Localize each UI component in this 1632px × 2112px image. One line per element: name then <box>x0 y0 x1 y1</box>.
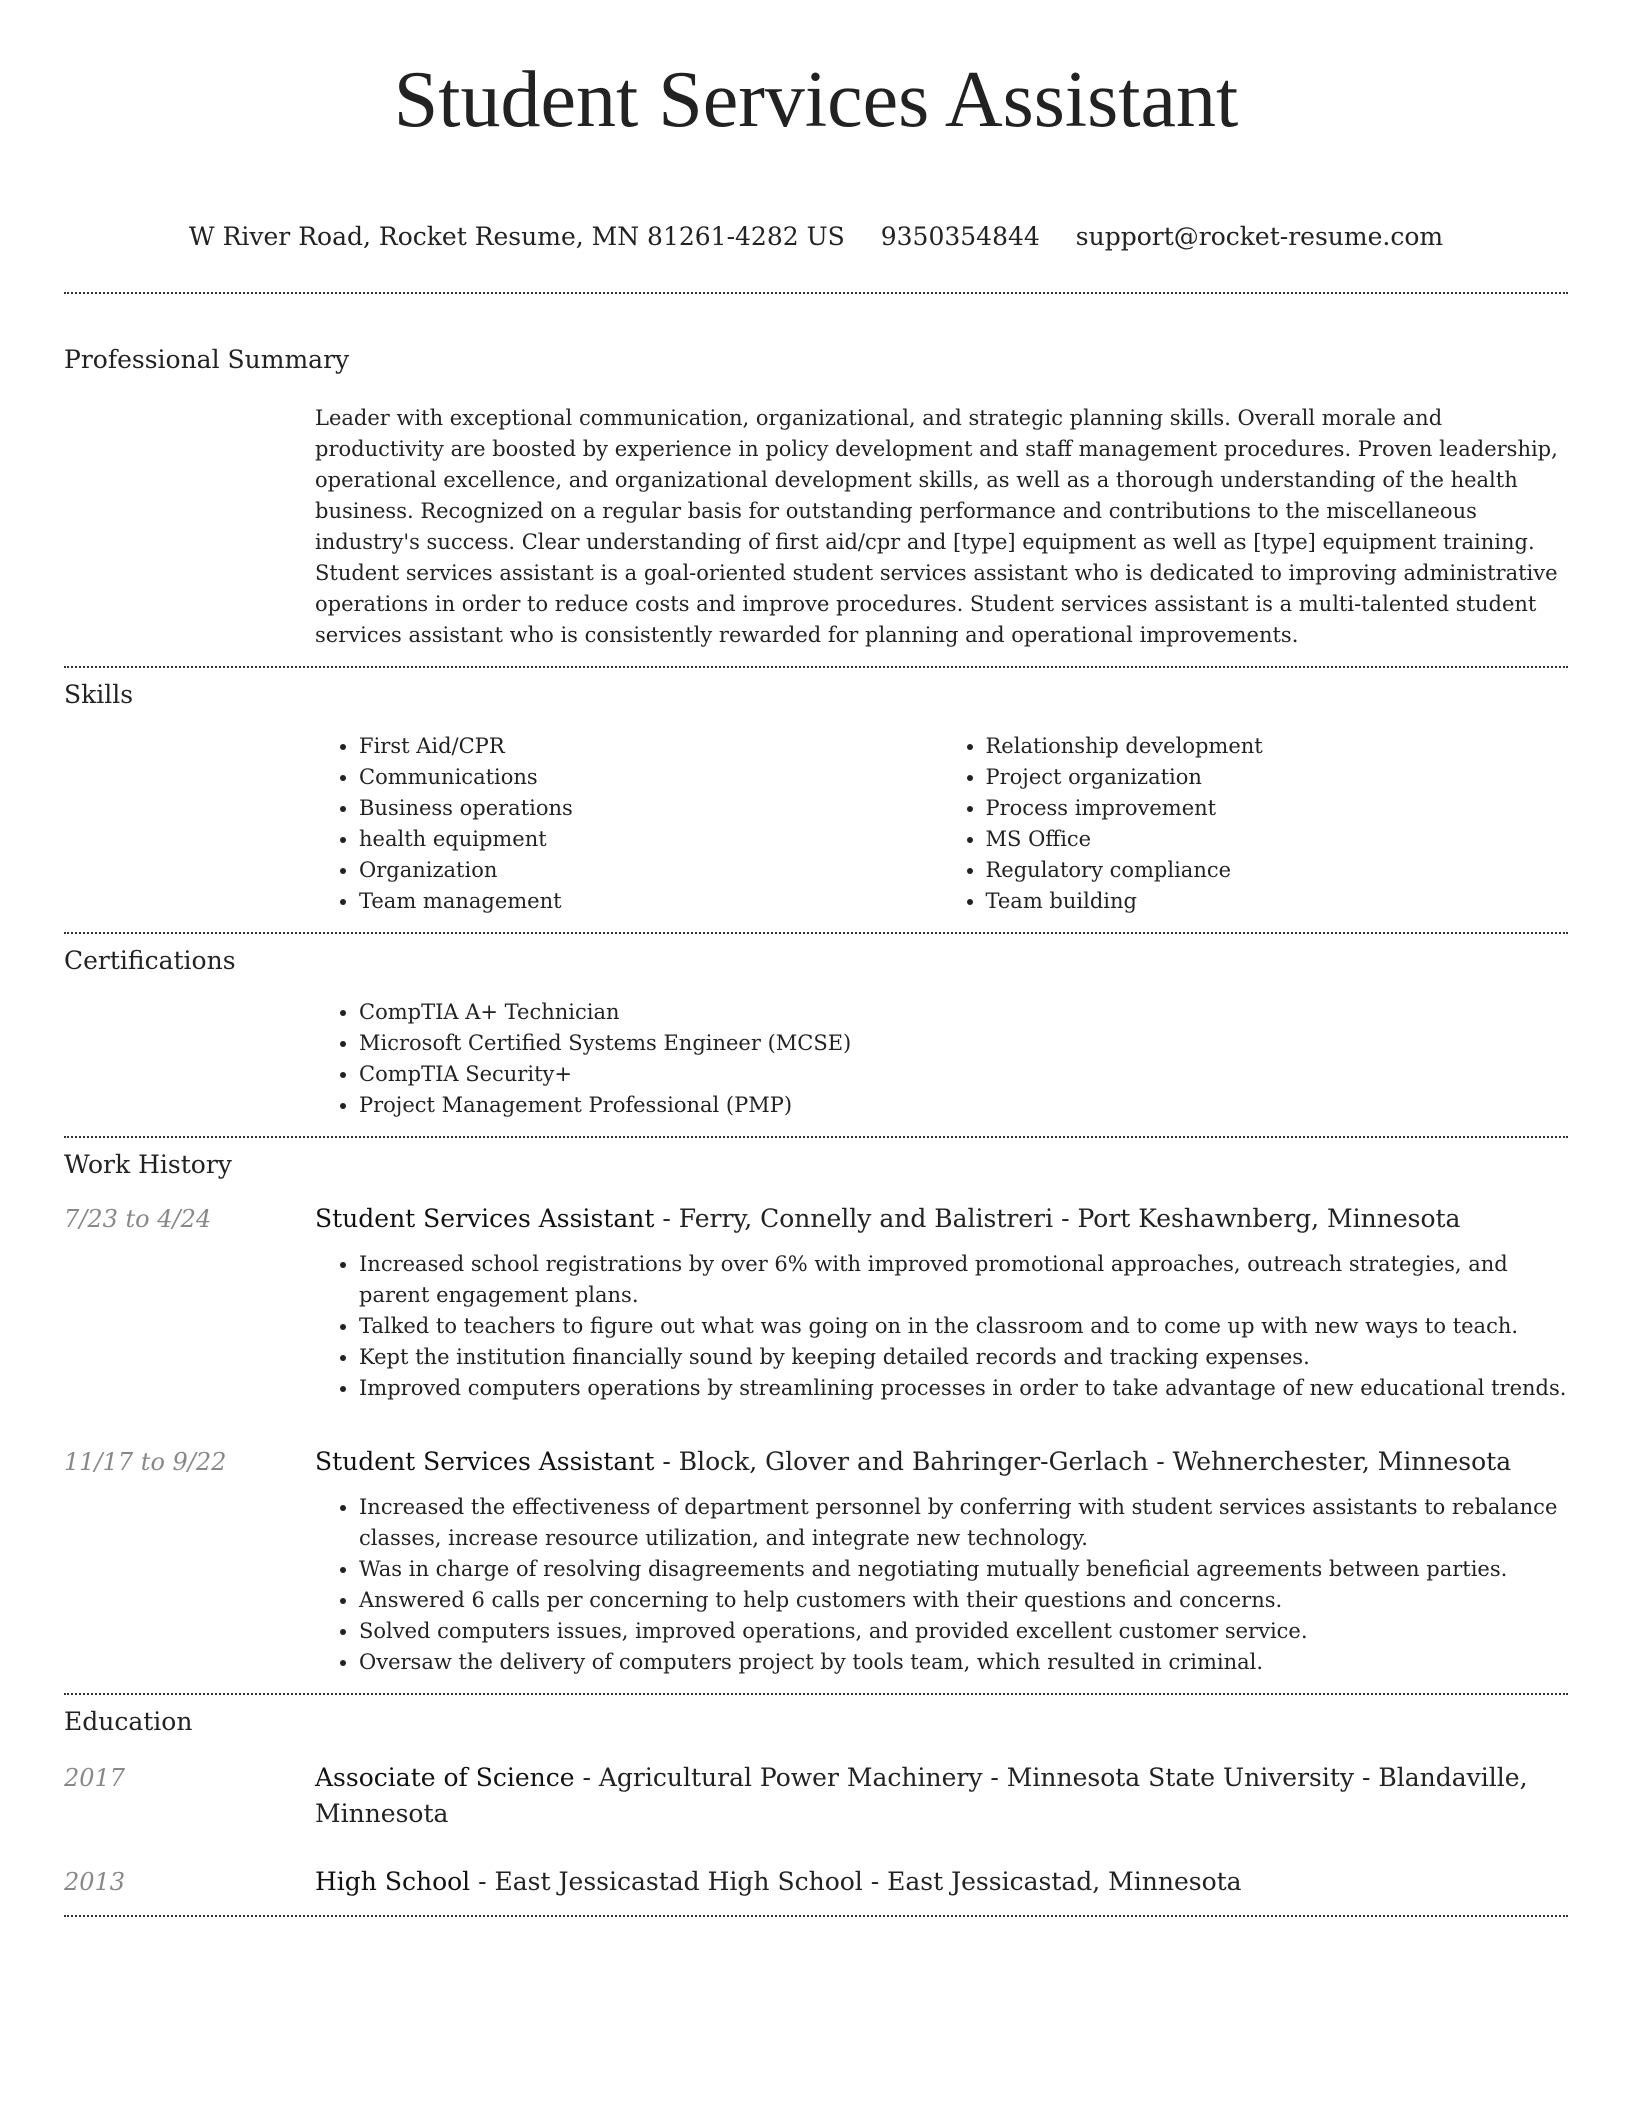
job-employer: - Block, Glover and Bahringer-Gerlach - Wehnerchester, Minnesota <box>654 1447 1512 1476</box>
skill-item: • Regulatory compliance <box>986 855 1569 886</box>
skill-item: • Team building <box>986 886 1569 917</box>
education-year: 2013 <box>64 1868 126 1896</box>
job-role: Student Services Assistant <box>315 1447 655 1476</box>
candidate-name: Student Services Assistant <box>393 56 1239 144</box>
contact-line <box>64 222 1568 252</box>
skill-item: • Process improvement <box>986 793 1569 824</box>
contact-email: support@rocket-resume.com <box>1075 222 1444 251</box>
skill-item: • Organization <box>359 855 942 886</box>
skill-item: • Relationship development <box>986 731 1569 762</box>
job-heading <box>315 1201 1568 1237</box>
job-entry <box>64 1444 1568 1678</box>
job-role: Student Services Assistant <box>315 1204 655 1233</box>
education-section <box>64 1706 1568 1900</box>
job-employer: - Ferry, Connelly and Balistreri - Port Keshawnberg, Minnesota <box>654 1204 1461 1233</box>
job-dates: 11/17 to 9/22 <box>64 1448 227 1476</box>
section-title-summary: Professional Summary <box>64 345 350 374</box>
skill-item: • Project organization <box>986 762 1569 793</box>
education-heading <box>315 1864 1568 1900</box>
education-entry <box>64 1760 1568 1832</box>
divider <box>64 1915 1568 1917</box>
summary-section <box>64 344 1568 651</box>
contact-address: W River Road, Rocket Resume, MN 81261-4282 US <box>188 222 845 251</box>
section-title-education: Education <box>64 1707 193 1736</box>
job-details <box>315 1444 1568 1678</box>
skills-column-left <box>315 731 942 917</box>
job-bullet: • Increased school registrations by over 6% with improved promotional approaches, outreach strategies, and parent engagement plans. <box>359 1249 1568 1311</box>
job-bullet: • Solved computers issues, improved operations, and provided excellent customer service. <box>359 1616 1568 1647</box>
job-bullet: • Was in charge of resolving disagreements and negotiating mutually beneficial agreements between parties. <box>359 1554 1568 1585</box>
job-bullet: • Talked to teachers to figure out what was going on in the classroom and to come up with new ways to teach. <box>359 1311 1568 1342</box>
education-entry <box>64 1864 1568 1900</box>
skill-item: • Communications <box>359 762 942 793</box>
education-school: - Agricultural Power Machinery - Minnesota State University - Blandaville, Minnesota <box>315 1763 1528 1828</box>
job-bullet: • Answered 6 calls per concerning to help customers with their questions and concerns. <box>359 1585 1568 1616</box>
education-year: 2017 <box>64 1764 126 1792</box>
job-bullet: • Oversaw the delivery of computers project by tools team, which resulted in criminal. <box>359 1647 1568 1678</box>
job-bullet: • Increased the effectiveness of department personnel by conferring with student services assistants to rebalance classes, increase resource utilization, and integrate new technology. <box>359 1492 1568 1554</box>
skill-item: • Team management <box>359 886 942 917</box>
skills-list <box>315 731 1568 917</box>
certification-item: • CompTIA A+ Technician <box>359 997 1568 1028</box>
job-details <box>315 1201 1568 1404</box>
job-entry <box>64 1201 1568 1404</box>
skill-item: • MS Office <box>986 824 1569 855</box>
certifications-list <box>315 997 1568 1121</box>
education-degree: Associate of Science <box>315 1763 575 1792</box>
certification-item: • Microsoft Certified Systems Engineer (MCSE) <box>359 1028 1568 1059</box>
job-bullet: • Kept the institution financially sound by keeping detailed records and tracking expenses. <box>359 1342 1568 1373</box>
job-bullets <box>315 1492 1568 1678</box>
contact-phone: 9350354844 <box>880 222 1040 251</box>
divider <box>64 1693 1568 1695</box>
education-heading <box>315 1760 1568 1832</box>
education-degree: High School <box>315 1867 471 1896</box>
divider <box>64 292 1568 294</box>
section-title-skills: Skills <box>64 680 134 709</box>
certifications-ul <box>315 997 1568 1121</box>
job-dates: 7/23 to 4/24 <box>64 1205 212 1233</box>
skills-section <box>64 679 1568 917</box>
skill-item: • Business operations <box>359 793 942 824</box>
job-heading <box>315 1444 1568 1480</box>
summary-text: Leader with exceptional communication, organizational, and strategic planning skills. Overall morale and productivity are boosted by experience in policy development and staff management procedures. Proven leadership, operational excellence, and organizational development skills, as well as a thorough understanding of the health business. Recognized on a regular basis for outstanding performance and contributions to the miscellaneous industry's success. Clear understanding of first aid/cpr and [type] equipment as well as [type] equipment training. Student services assistant is a goal-oriented student services assistant who is dedicated to improving administrative operations in order to reduce costs and improve procedures. Student services assistant is a multi-talented student services assistant who is consistently rewarded for planning and operational improvements. <box>315 406 1558 647</box>
divider <box>64 1136 1568 1138</box>
divider <box>64 932 1568 934</box>
job-bullet: • Improved computers operations by streamlining processes in order to take advantage of new educational trends. <box>359 1373 1568 1404</box>
section-title-work: Work History <box>64 1150 232 1179</box>
skills-column-right <box>942 731 1569 917</box>
work-history-section <box>64 1149 1568 1678</box>
certification-item: • CompTIA Security+ <box>359 1059 1568 1090</box>
skill-item: • First Aid/CPR <box>359 731 942 762</box>
section-title-certifications: Certifications <box>64 946 236 975</box>
skill-item: • health equipment <box>359 824 942 855</box>
divider <box>64 666 1568 668</box>
certification-item: • Project Management Professional (PMP) <box>359 1090 1568 1121</box>
job-bullets <box>315 1249 1568 1404</box>
education-school: - East Jessicastad High School - East Jessicastad, Minnesota <box>470 1867 1242 1896</box>
certifications-section <box>64 945 1568 1121</box>
